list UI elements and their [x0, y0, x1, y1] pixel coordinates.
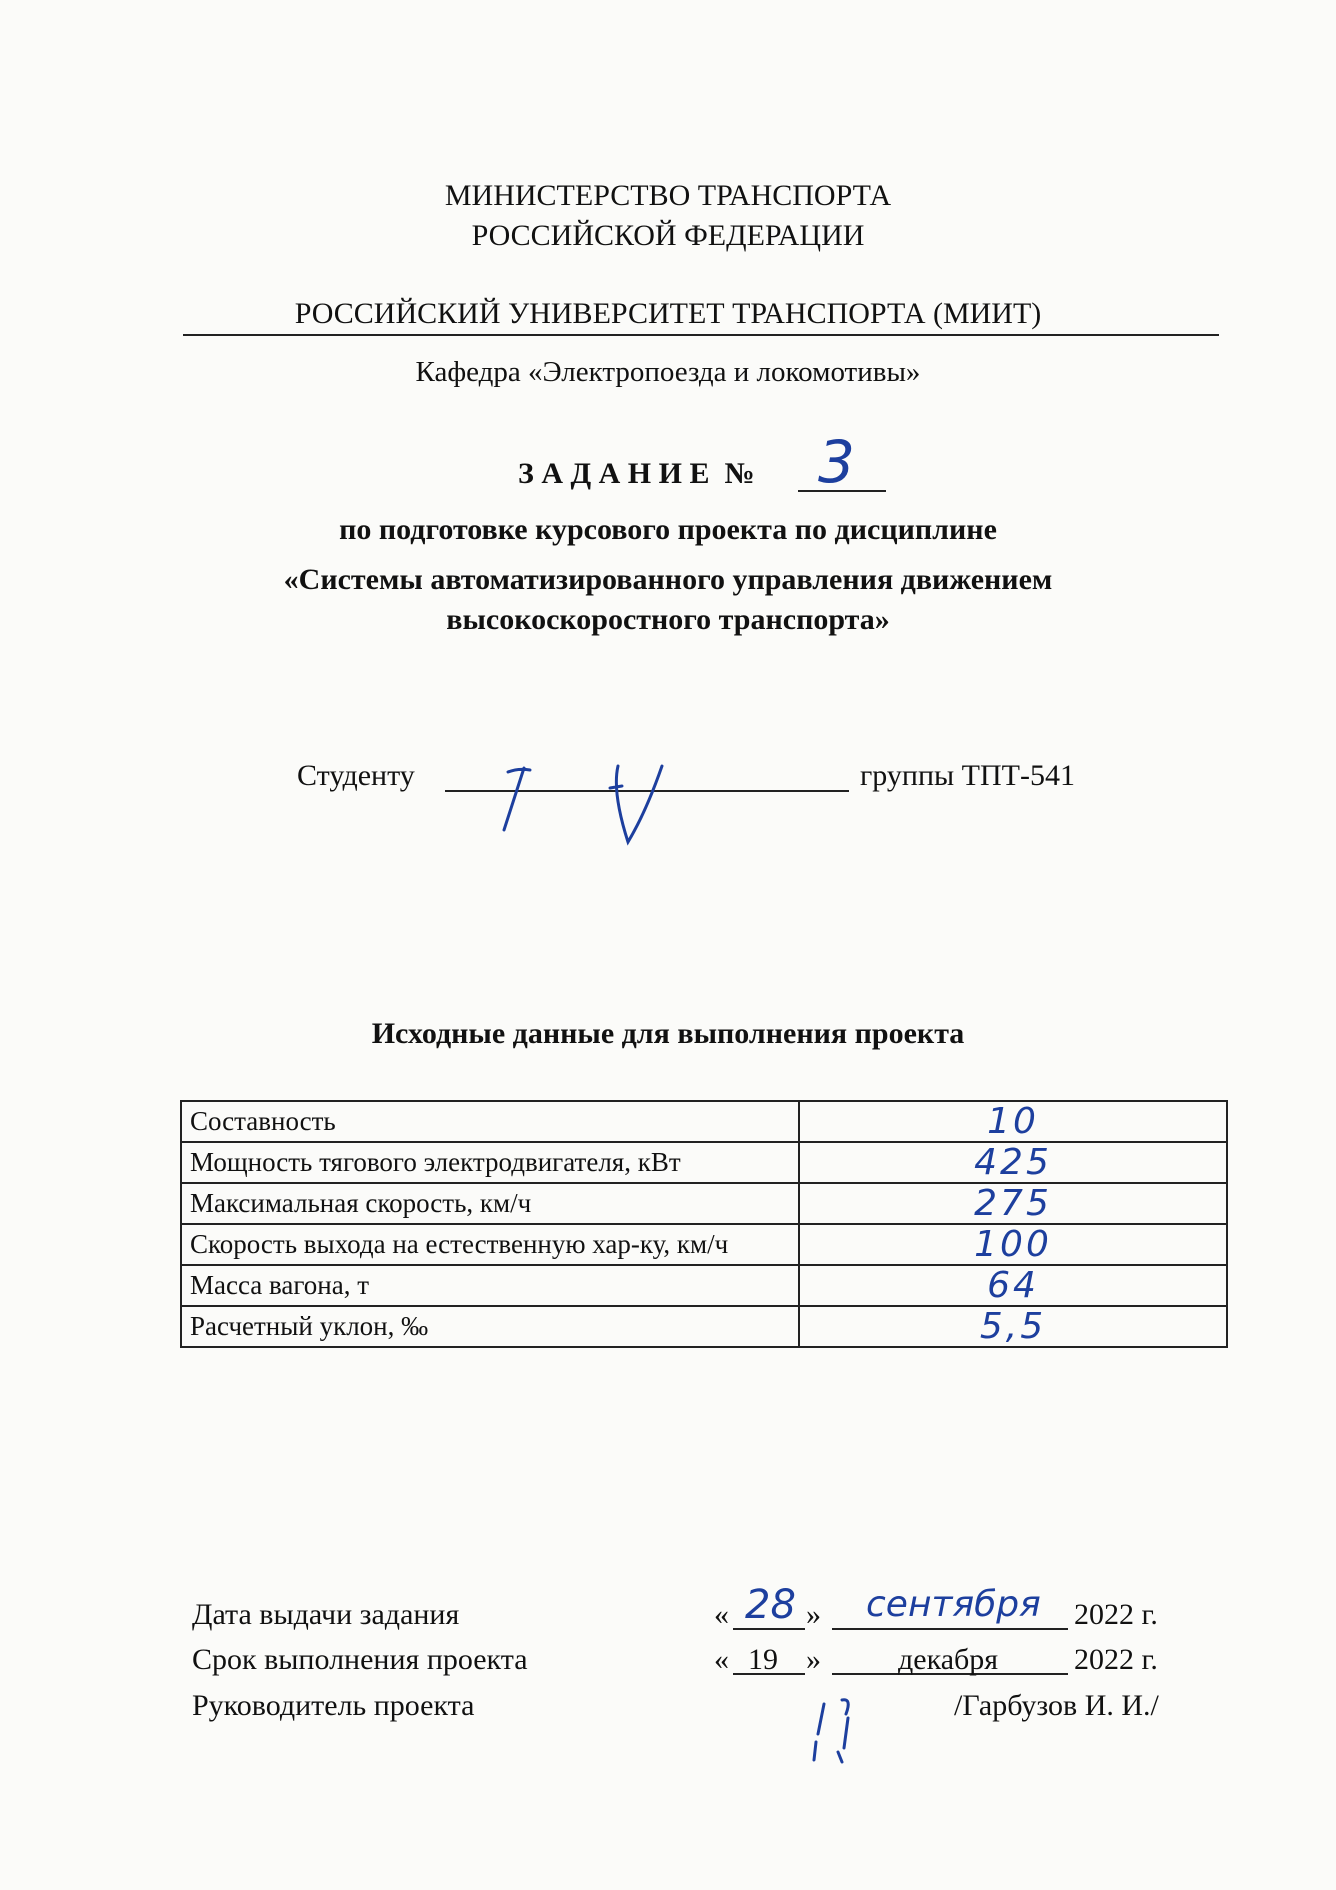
row-label: Расчетный уклон, ‰ — [181, 1306, 799, 1347]
supervisor-name: /Гарбузов И. И./ — [954, 1689, 1159, 1722]
row-label: Масса вагона, т — [181, 1265, 799, 1306]
assignment-title: З А Д А Н И Е № — [518, 457, 755, 490]
row-value: 64 — [799, 1265, 1227, 1306]
row-value: 10 — [799, 1101, 1227, 1142]
department-name: Кафедра «Электропоезда и локомотивы» — [415, 356, 921, 388]
source-data-table — [180, 1100, 1228, 1348]
row-value: 5,5 — [799, 1306, 1227, 1347]
row-value: 425 — [799, 1142, 1227, 1183]
issue-month: сентября — [866, 1584, 1041, 1625]
deadline-month: декабря — [898, 1643, 999, 1676]
row-label: Максимальная скорость, км/ч — [181, 1183, 799, 1224]
issue-quote-close: » — [806, 1598, 821, 1631]
issue-date-label: Дата выдачи задания — [192, 1598, 460, 1631]
table-row — [181, 1265, 1227, 1306]
deadline-label: Срок выполнения проекта — [192, 1643, 528, 1676]
assignment-subtitle: по подготовке курсового проекта по дисциплине — [339, 513, 997, 546]
table-row — [181, 1101, 1227, 1142]
deadline-year: 2022 г. — [1074, 1643, 1158, 1676]
discipline-line2: высокоскоростного транспорта» — [446, 603, 890, 636]
row-label: Мощность тягового электродвигателя, кВт — [181, 1142, 799, 1183]
student-signature — [440, 752, 700, 852]
issue-day-line — [733, 1628, 805, 1630]
issue-month-line — [832, 1628, 1068, 1630]
issue-day: 28 — [745, 1582, 796, 1628]
table-row — [181, 1183, 1227, 1224]
student-group: группы ТПТ-541 — [860, 759, 1075, 792]
issue-quote-open: « — [714, 1598, 729, 1631]
deadline-day: 19 — [748, 1643, 778, 1676]
source-data-heading: Исходные данные для выполнения проекта — [371, 1017, 965, 1050]
table-row — [181, 1142, 1227, 1183]
row-label: Скорость выхода на естественную хар-ку, км/ч — [181, 1224, 799, 1265]
table-row — [181, 1224, 1227, 1265]
row-value: 100 — [799, 1224, 1227, 1265]
deadline-quote-close: » — [806, 1643, 821, 1676]
university-name: РОССИЙСКИЙ УНИВЕРСИТЕТ ТРАНСПОРТА (МИИТ) — [294, 297, 1042, 330]
discipline-line1: «Системы автоматизированного управления движением — [283, 563, 1053, 596]
supervisor-label: Руководитель проекта — [192, 1689, 475, 1722]
table-row — [181, 1306, 1227, 1347]
student-label: Студенту — [297, 759, 415, 792]
ministry-line1: МИНИСТЕРСТВО ТРАНСПОРТА — [444, 179, 892, 212]
supervisor-signature — [808, 1690, 898, 1770]
university-underline — [183, 334, 1219, 336]
row-value: 275 — [799, 1183, 1227, 1224]
row-label: Составность — [181, 1101, 799, 1142]
assignment-number: 3 — [818, 428, 855, 496]
deadline-quote-open: « — [714, 1643, 729, 1676]
issue-year: 2022 г. — [1074, 1598, 1158, 1631]
ministry-line2: РОССИЙСКОЙ ФЕДЕРАЦИИ — [471, 219, 865, 252]
